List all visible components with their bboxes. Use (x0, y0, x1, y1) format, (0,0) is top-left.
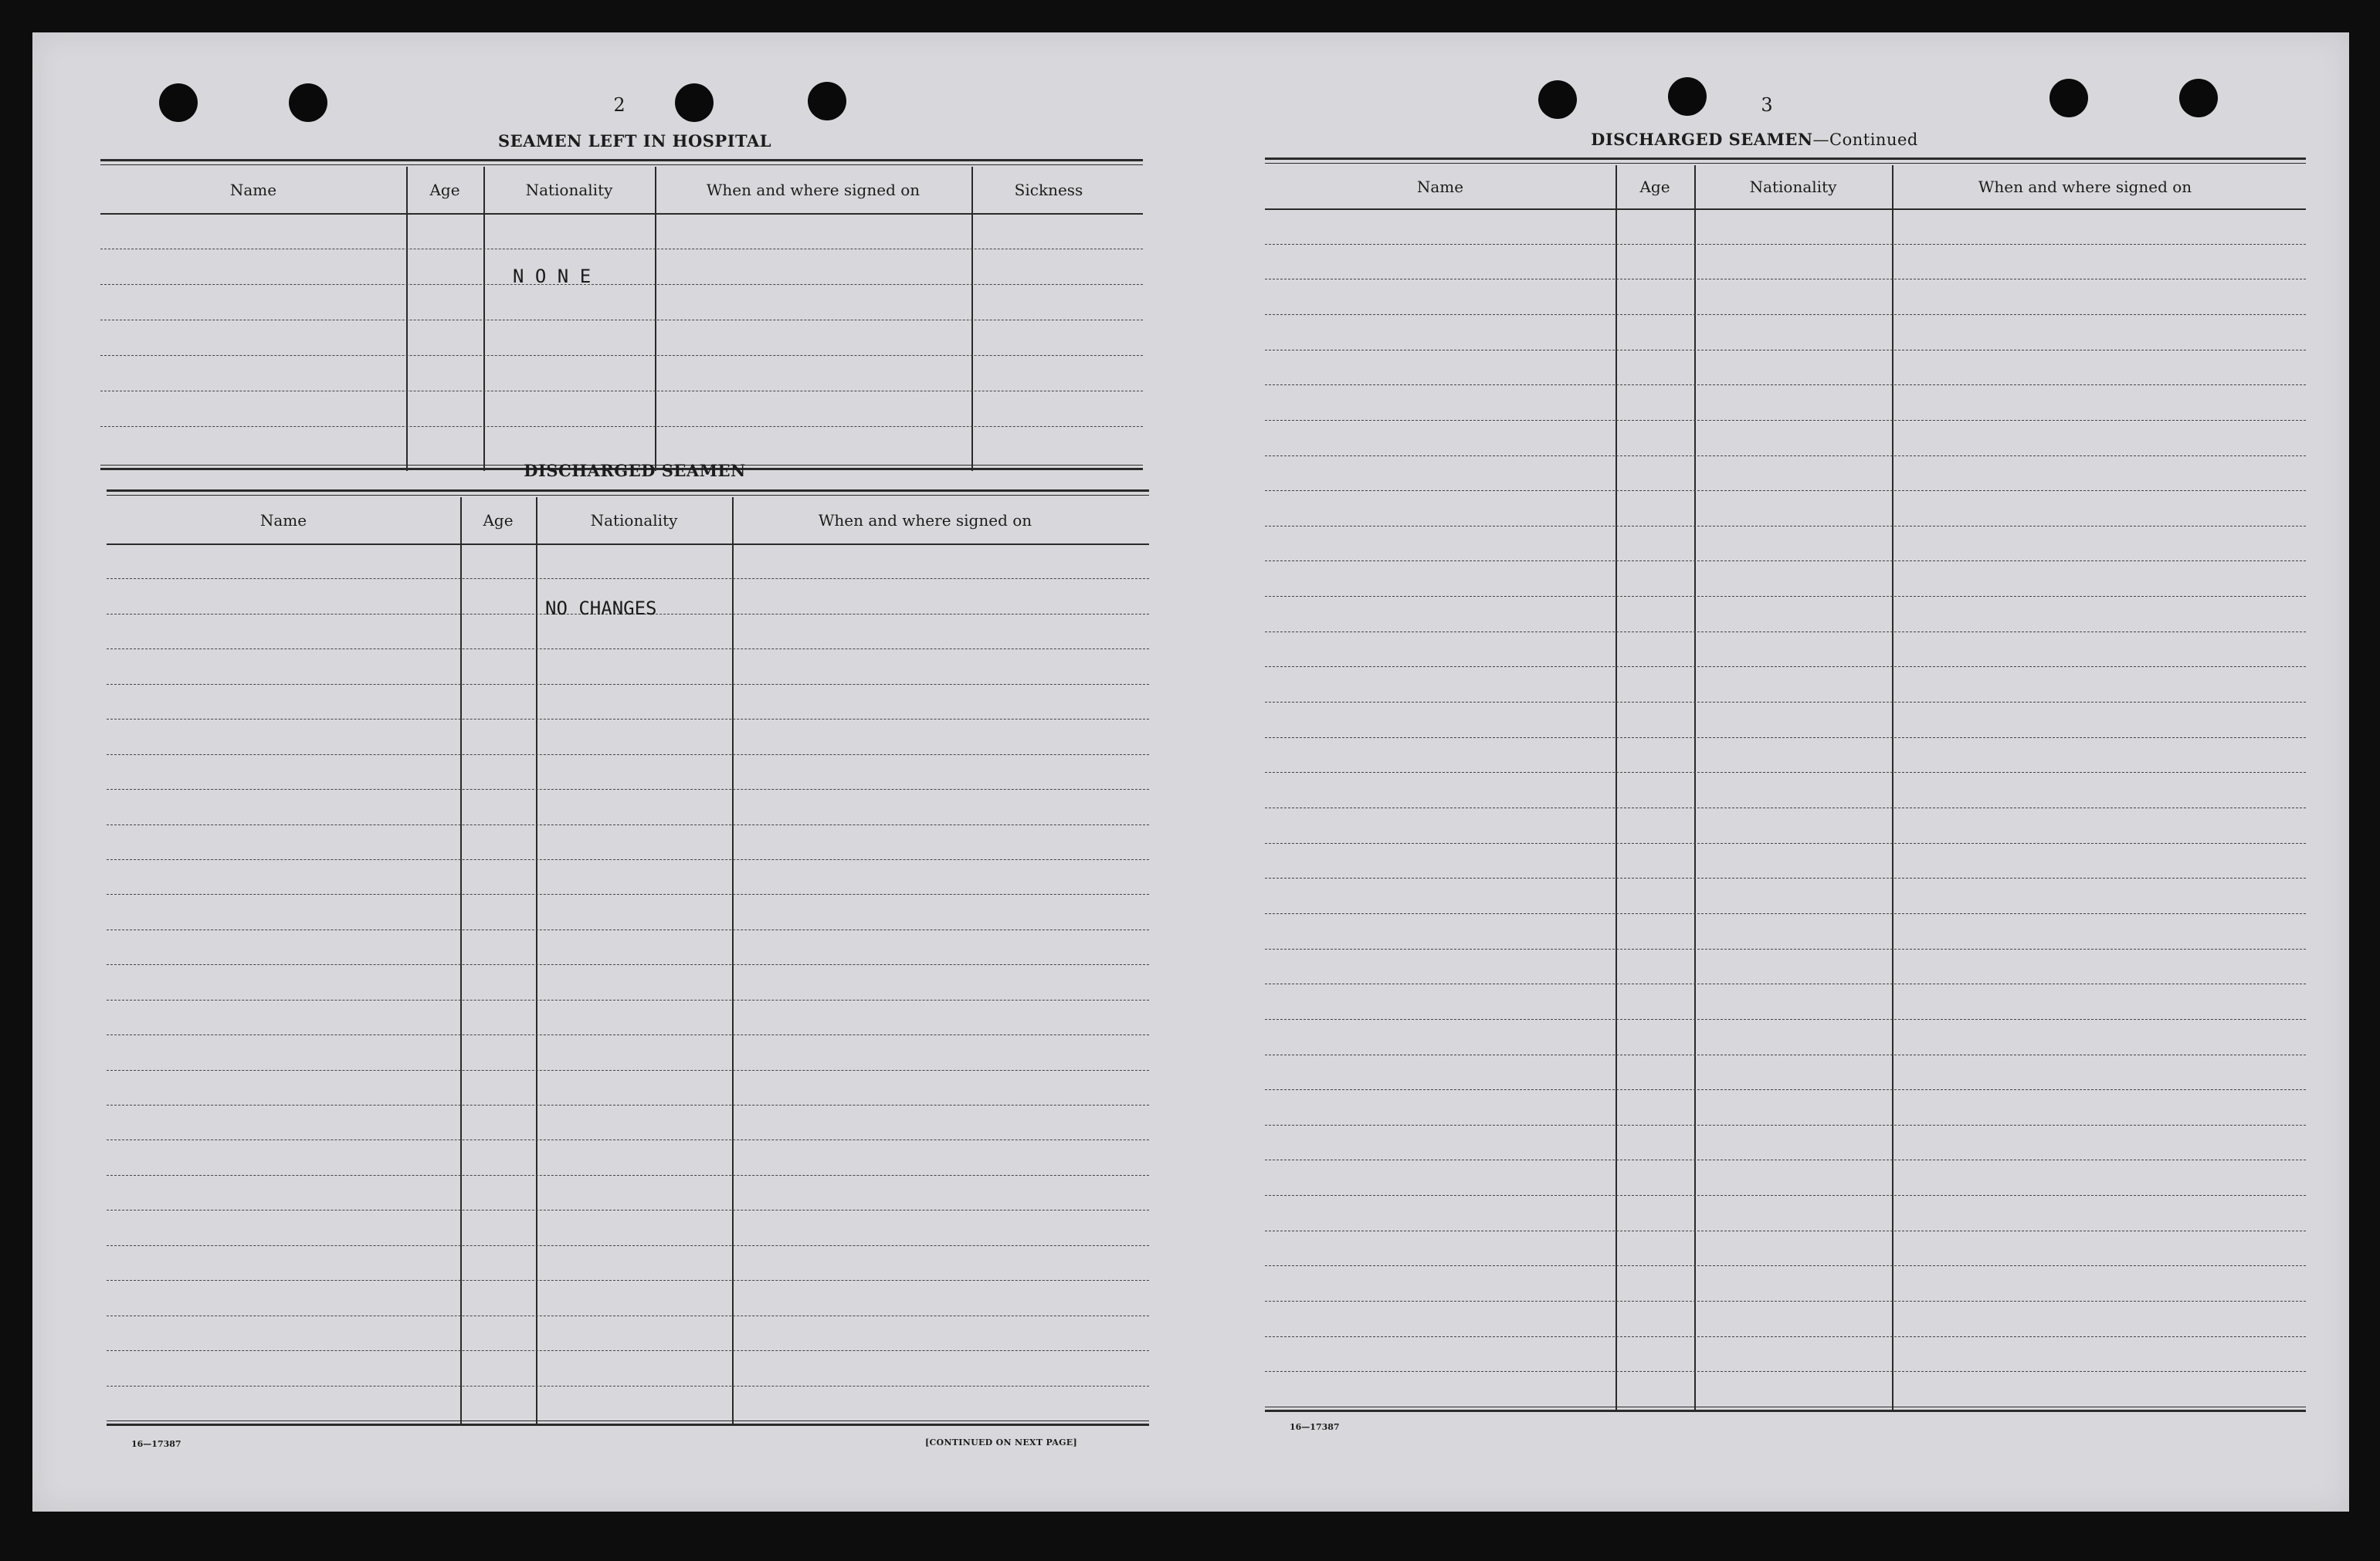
discharged-section-title: DISCHARGED SEAMEN (524, 461, 746, 480)
table-row (1265, 1231, 2306, 1267)
table-row (1265, 1055, 2306, 1091)
table-row (107, 1105, 1149, 1140)
page-number: 2 (613, 94, 626, 116)
table-row (107, 1280, 1149, 1316)
column-header-nationality: Nationality (1749, 178, 1837, 196)
page-number: 3 (1761, 94, 1773, 116)
table-row (1265, 526, 2306, 562)
table-row (1265, 632, 2306, 668)
table-top-rule (1265, 157, 2306, 162)
discharged-table (107, 489, 1149, 1430)
table-row (1265, 314, 2306, 350)
table-row (1265, 949, 2306, 985)
punch-hole (2049, 79, 2088, 117)
table-row (1265, 1336, 2306, 1373)
table-row (107, 1316, 1149, 1351)
table-row (1265, 596, 2306, 632)
column-header-signed-on: When and where signed on (818, 511, 1032, 530)
column-header-signed-on: When and where signed on (706, 181, 920, 199)
table-row (107, 719, 1149, 754)
table-row (107, 1139, 1149, 1175)
column-header-age: Age (429, 181, 460, 199)
table-row (1265, 1160, 2306, 1196)
table-row (107, 1000, 1149, 1035)
table-row (1265, 384, 2306, 421)
table-row (1265, 1301, 2306, 1337)
punch-hole (159, 83, 198, 122)
column-header-name: Name (229, 181, 277, 199)
table-row (1265, 737, 2306, 774)
column-header-age: Age (1639, 178, 1670, 196)
column-header-nationality: Nationality (525, 181, 613, 199)
table-top-rule (107, 495, 1149, 496)
discharged-continued-title (1561, 130, 1948, 149)
column-header-age: Age (483, 511, 514, 530)
table-row (107, 754, 1149, 790)
column-header-name: Name (1416, 178, 1464, 196)
table-row (1265, 490, 2306, 527)
table-row (1265, 350, 2306, 386)
table-row (1265, 560, 2306, 597)
table-top-rule (1265, 163, 2306, 164)
section-title-suffix: —Continued (1812, 130, 1918, 149)
table-row (100, 355, 1143, 391)
document-paper (32, 32, 2349, 1512)
table-row (1265, 1089, 2306, 1126)
table-row (107, 1070, 1149, 1106)
table-row (1265, 984, 2306, 1020)
column-header-sickness: Sickness (1014, 181, 1083, 199)
table-row (107, 1245, 1149, 1281)
table-row (107, 1210, 1149, 1245)
punch-hole (1668, 77, 1707, 116)
table-row (1265, 702, 2306, 738)
table-header (107, 497, 1149, 545)
punch-hole (1538, 80, 1577, 119)
table-row (107, 894, 1149, 929)
hospital-section-title: SEAMEN LEFT IN HOSPITAL (497, 131, 772, 151)
table-row (107, 1386, 1149, 1421)
table-row (1265, 1195, 2306, 1231)
table-bottom-rule (107, 1420, 1149, 1421)
table-row (1265, 913, 2306, 950)
table-row (1265, 279, 2306, 315)
table-row (107, 859, 1149, 895)
table-row (1265, 843, 2306, 879)
table-row (1265, 420, 2306, 456)
table-row (100, 320, 1143, 356)
table-row (1265, 772, 2306, 808)
table-row (1265, 1125, 2306, 1161)
table-row (100, 426, 1143, 466)
table-top-rule (100, 159, 1143, 164)
table-bottom-rule (1265, 1410, 2306, 1412)
table-row (100, 391, 1143, 427)
punch-hole (675, 83, 714, 122)
table-bottom-rule (107, 1424, 1149, 1426)
table-row (100, 249, 1143, 285)
form-number: 16—17387 (1290, 1422, 1340, 1432)
punch-hole (808, 82, 846, 120)
punch-hole (2179, 79, 2218, 117)
section-title-text: DISCHARGED SEAMEN (1591, 130, 1813, 149)
table-row (1265, 244, 2306, 280)
typed-entry-none: N O N E (513, 266, 592, 287)
table-row (1265, 878, 2306, 914)
table-row (107, 684, 1149, 720)
table-row (107, 929, 1149, 965)
table-row (1265, 1371, 2306, 1407)
column-header-nationality: Nationality (590, 511, 678, 530)
table-header (100, 167, 1143, 215)
table-row (107, 789, 1149, 825)
table-row (107, 543, 1149, 579)
hospital-table (100, 159, 1143, 472)
table-row (107, 1034, 1149, 1070)
table-row (107, 964, 1149, 1000)
column-header-name: Name (259, 511, 307, 530)
column-header-signed-on: When and where signed on (1978, 178, 2192, 196)
table-row (100, 213, 1143, 249)
table-row (1265, 1019, 2306, 1055)
form-number: 16—17387 (131, 1439, 181, 1449)
table-row (1265, 808, 2306, 844)
table-top-rule (100, 164, 1143, 165)
table-row (1265, 208, 2306, 245)
table-row (107, 1175, 1149, 1211)
table-row (107, 825, 1149, 860)
discharged-continued-table (1265, 157, 2306, 1417)
table-row (1265, 1265, 2306, 1302)
punch-hole (289, 83, 327, 122)
table-row (1265, 666, 2306, 703)
table-header (1265, 165, 2306, 210)
table-row (100, 284, 1143, 320)
table-row (107, 1350, 1149, 1386)
continued-note: [CONTINUED ON NEXT PAGE] (925, 1437, 1077, 1448)
table-top-rule (107, 489, 1149, 494)
table-row (1265, 455, 2306, 492)
table-row (107, 648, 1149, 684)
typed-entry-no-changes: NO CHANGES (545, 598, 657, 619)
